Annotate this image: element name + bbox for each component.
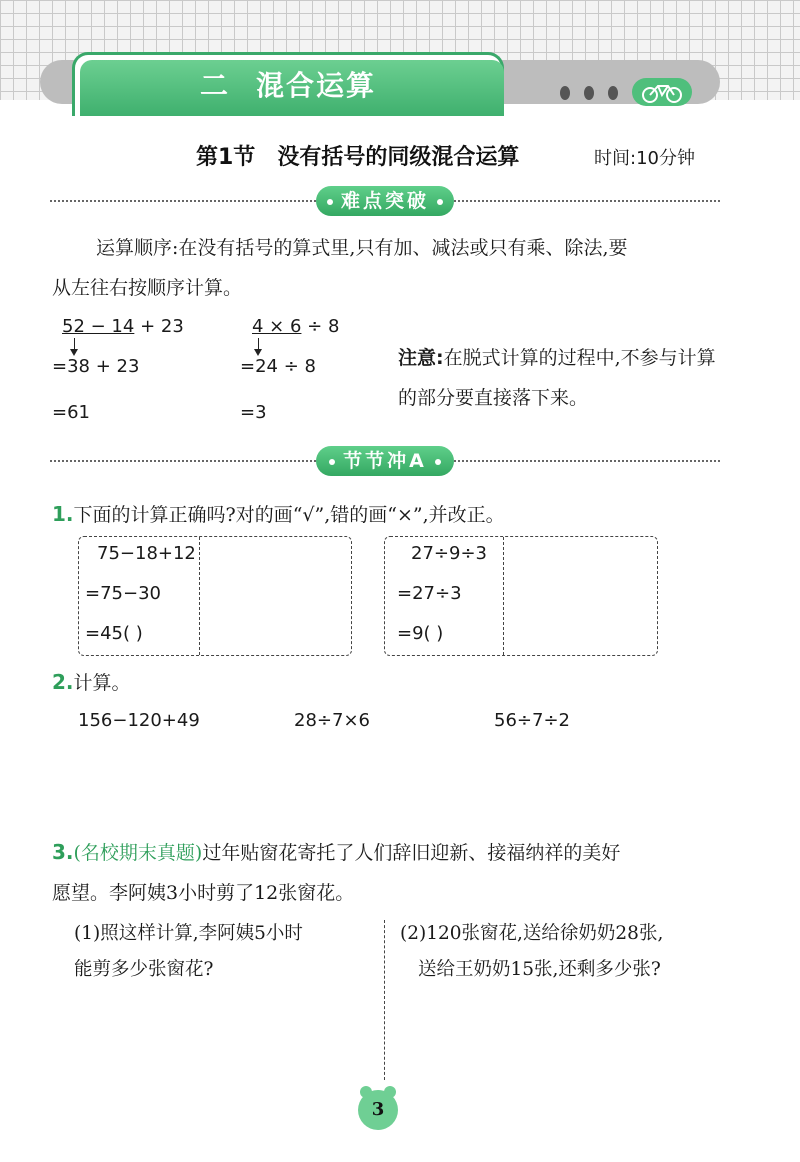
note [398, 338, 718, 418]
difficulty-label: 难点突破 [316, 186, 454, 216]
question-3-cont: 愿望。李阿姨3小时剪了12张窗花。 [52, 882, 355, 904]
order-rule-cont: 从左往右按顺序计算。 [52, 277, 243, 299]
down-arrow-icon [258, 338, 259, 354]
calc-expression: 28÷7×6 [294, 710, 370, 731]
section-title-text: 没有括号的同级混合运算 [277, 145, 520, 170]
order-rule: 运算顺序:在没有括号的算式里,只有加、减法或只有乘、除法,要 [96, 237, 628, 259]
question-3: 3.(名校期末真题)过年贴窗花寄托了人们辞旧迎新、接福纳祥的美好 [52, 840, 621, 864]
sub-question-1: (1)照这样计算,李阿姨5小时 能剪多少张窗花? [74, 923, 303, 980]
question-2: 2.计算。 [52, 670, 131, 694]
unit-title-text: 混合运算 [256, 69, 377, 102]
answer-box-2[interactable] [384, 536, 658, 656]
unit-title [200, 64, 376, 104]
calc-expression: 56÷7÷2 [494, 710, 570, 731]
section-number: 第1节 [196, 145, 256, 170]
note-text: 在脱式计算的过程中,不参与计算的部分要直接落下来。 [398, 347, 716, 409]
box1-line1: 75−18+12 [97, 543, 196, 564]
down-arrow-icon [74, 338, 75, 354]
answer-box-1[interactable] [78, 536, 352, 656]
bicycle-icon [632, 78, 692, 106]
example1-step1: =38 + 23 [52, 356, 140, 377]
question-1: 1.下面的计算正确吗?对的画“√”,错的画“×”,并改正。 [52, 502, 505, 526]
column-divider [384, 920, 385, 1080]
box1-line3: =45( ) [85, 623, 143, 644]
example2-step1: =24 ÷ 8 [240, 356, 316, 377]
example2-result: =3 [240, 402, 267, 423]
section-title [196, 140, 519, 171]
box2-line1: 27÷9÷3 [411, 543, 487, 564]
unit-number: 二 [200, 69, 231, 102]
time-limit: 时间:10分钟 [594, 148, 695, 169]
example2-expression: 4 × 6 ÷ 8 [252, 316, 340, 337]
page-number: 3 [358, 1090, 398, 1130]
note-label: 注意: [398, 347, 444, 369]
practice-label: 节节冲A [316, 446, 454, 476]
box1-line2: =75−30 [85, 583, 161, 604]
example1-expression: 52 − 14 + 23 [62, 316, 184, 337]
box2-line3: =9( ) [397, 623, 444, 644]
sub-question-2: (2)120张窗花,送给徐奶奶28张, 送给王奶奶15张,还剩多少张? [400, 923, 664, 980]
source-tag: (名校期末真题) [73, 842, 203, 864]
calc-expression: 156−120+49 [78, 710, 200, 731]
example1-result: =61 [52, 402, 90, 423]
box2-line2: =27÷3 [397, 583, 462, 604]
